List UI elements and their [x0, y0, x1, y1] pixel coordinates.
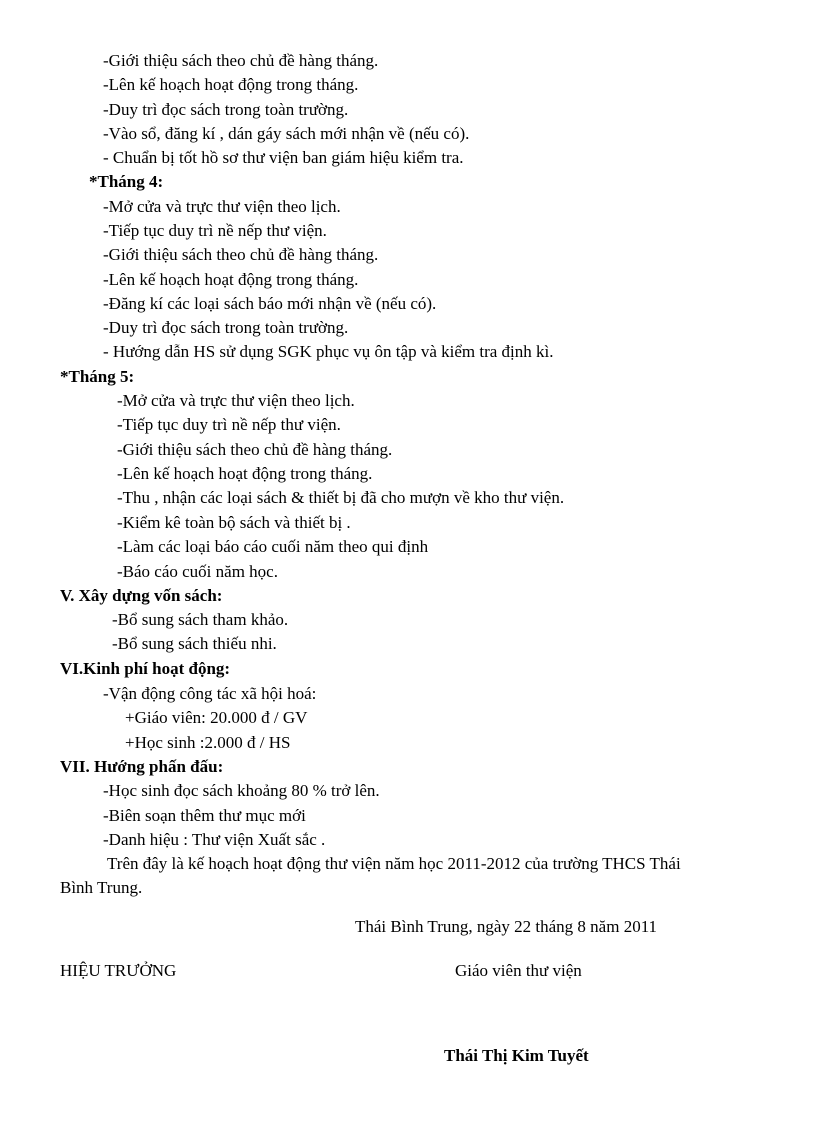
list-item: -Mở cửa và trực thư viện theo lịch.	[103, 197, 341, 216]
list-item: -Biên soạn thêm thư mục mới	[103, 806, 306, 825]
conclusion-paragraph: Bình Trung.	[60, 878, 143, 897]
list-item: -Lên kế hoạch hoạt động trong tháng.	[117, 464, 373, 483]
section-heading: V. Xây dựng vốn sách:	[60, 586, 223, 605]
section-heading: *Tháng 5:	[60, 367, 135, 386]
list-item: -Giới thiệu sách theo chủ đề hàng tháng.	[103, 51, 379, 70]
list-item: - Chuẩn bị tốt hồ sơ thư viện ban giám hiệu kiểm tra.	[103, 148, 464, 167]
list-item: -Thu , nhận các loại sách & thiết bị đã cho mượn về kho thư viện.	[117, 488, 565, 507]
list-item: -Vào sổ, đăng kí , dán gáy sách mới nhận về (nếu có).	[103, 124, 470, 143]
list-item: -Bổ sung sách tham khảo.	[112, 610, 289, 629]
list-subitem: +Học sinh :2.000 đ / HS	[125, 733, 291, 752]
list-item: -Lên kế hoạch hoạt động trong tháng.	[103, 75, 359, 94]
list-item: -Duy trì đọc sách trong toàn trường.	[103, 318, 349, 337]
list-item: - Hướng dẫn HS sử dụng SGK phục vụ ôn tập và kiểm tra định kì.	[103, 342, 554, 361]
librarian-title: Giáo viên thư viện	[455, 961, 582, 980]
list-item: -Tiếp tục duy trì nề nếp thư viện.	[117, 415, 341, 434]
section-heading: VI.Kinh phí hoạt động:	[60, 659, 231, 678]
list-item: -Báo cáo cuối năm học.	[117, 562, 278, 581]
list-item: -Mở cửa và trực thư viện theo lịch.	[117, 391, 355, 410]
section-heading: VII. Hướng phấn đấu:	[60, 757, 224, 776]
list-item: -Giới thiệu sách theo chủ đề hàng tháng.	[117, 440, 393, 459]
list-item: -Tiếp tục duy trì nề nếp thư viện.	[103, 221, 327, 240]
date-line: Thái Bình Trung, ngày 22 tháng 8 năm 2011	[355, 917, 658, 936]
list-item: -Giới thiệu sách theo chủ đề hàng tháng.	[103, 245, 379, 264]
list-item: -Danh hiệu : Thư viện Xuất sắc .	[103, 830, 326, 849]
list-item: -Đăng kí các loại sách báo mới nhận về (nếu có).	[103, 294, 437, 313]
principal-title: HIỆU TRƯỞNG	[60, 961, 177, 980]
list-item: -Học sinh đọc sách khoảng 80 % trở lên.	[103, 781, 380, 800]
conclusion-paragraph: Trên đây là kế hoạch hoạt động thư viện năm học 2011-2012 của trường THCS Thái	[107, 854, 681, 873]
librarian-name: Thái Thị Kim Tuyết	[444, 1046, 589, 1065]
list-item: -Kiểm kê toàn bộ sách và thiết bị .	[117, 513, 351, 532]
list-subitem: +Giáo viên: 20.000 đ / GV	[125, 708, 308, 727]
list-item: -Vận động công tác xã hội hoá:	[103, 684, 317, 703]
list-item: -Lên kế hoạch hoạt động trong tháng.	[103, 270, 359, 289]
section-heading: *Tháng 4:	[89, 172, 164, 191]
list-item: -Làm các loại báo cáo cuối năm theo qui định	[117, 537, 429, 556]
list-item: -Duy trì đọc sách trong toàn trường.	[103, 100, 349, 119]
list-item: -Bổ sung sách thiếu nhi.	[112, 634, 277, 653]
